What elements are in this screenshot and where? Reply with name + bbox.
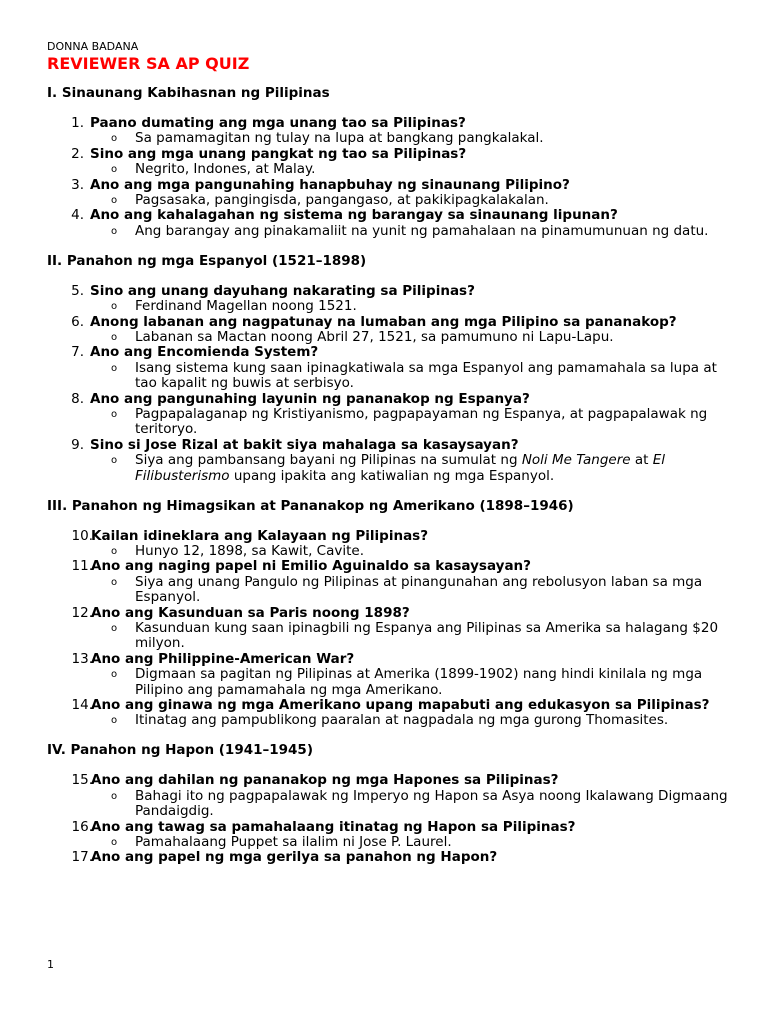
answer-text xyxy=(135,452,665,483)
question xyxy=(47,820,737,835)
answer-text-part: upang ipakita ang katiwalian ng mga Espanyol. xyxy=(229,467,555,484)
answer xyxy=(47,575,737,606)
question-text: Ano ang Kasunduan sa Paris noong 1898? xyxy=(91,604,410,621)
bullet-icon: o xyxy=(111,622,118,634)
question-text: Kailan idineklara ang Kalayaan ng Pilipinas? xyxy=(91,527,429,544)
question-number: 6. xyxy=(71,313,84,330)
question-text: Ano ang ginawa ng mga Amerikano upang mapabuti ang edukasyon sa Pilipinas? xyxy=(91,697,710,713)
bullet-icon: o xyxy=(111,545,118,557)
question xyxy=(47,698,737,713)
answer-text: Hunyo 12, 1898, sa Kawit, Cavite. xyxy=(135,542,364,559)
answer xyxy=(47,789,737,820)
answer-text: Digmaan sa pagitan ng Pilipinas at Amerika (1899-1902) nang hindi kinilala ng mga Pilipino ang pamamahala ng mga Amerikano. xyxy=(135,666,703,698)
question-text: Ano ang dahilan ng pananakop ng mga Hapones sa Pilipinas? xyxy=(91,772,559,789)
answer-text: Pagsasaka, pangingisda, pangangaso, at pakikipagkalakalan. xyxy=(135,192,549,209)
document-body xyxy=(47,86,737,866)
bullet-icon: o xyxy=(111,669,118,681)
answer xyxy=(47,621,737,652)
question xyxy=(47,178,737,193)
bullet-icon: o xyxy=(111,362,118,374)
bullet-icon: o xyxy=(111,455,118,467)
question-number: 12. xyxy=(71,604,93,621)
question-number: 5. xyxy=(71,282,84,299)
answer-text: Negrito, Indones, at Malay. xyxy=(135,161,316,178)
question xyxy=(47,345,737,360)
answer-text: Pamahalaang Puppet sa ilalim ni Jose P. Laurel. xyxy=(135,833,452,850)
answer-text: Siya ang unang Pangulo ng Pilipinas at pinangunahan ang rebolusyon laban sa mga Espanyol. xyxy=(135,573,703,606)
book-title: Noli Me Tangere xyxy=(521,452,631,469)
answer-text: Sa pamamagitan ng tulay na lupa at bangkang pangkalakal. xyxy=(135,130,544,147)
page-number: 1 xyxy=(47,958,54,971)
question-text: Paano dumating ang mga unang tao sa Pilipinas? xyxy=(90,115,466,131)
bullet-icon: o xyxy=(111,133,118,145)
bullet-icon: o xyxy=(111,164,118,176)
book-title: El Filibusterismo xyxy=(135,452,666,484)
question-number: 15. xyxy=(71,772,93,789)
bullet-icon: o xyxy=(111,195,118,207)
answer-text: Labanan sa Mactan noong Abril 27, 1521, sa pamumuno ni Lapu-Lapu. xyxy=(135,328,614,345)
document-title: REVIEWER SA AP QUIZ xyxy=(47,54,250,73)
answer xyxy=(47,330,737,345)
answer xyxy=(47,544,737,559)
answer xyxy=(47,713,737,728)
question-number: 4. xyxy=(71,207,84,224)
section-heading: II. Panahon ng mga Espanyol (1521–1898) xyxy=(47,252,367,269)
question-number: 3. xyxy=(71,176,84,193)
question-number: 14. xyxy=(71,697,93,713)
question-text: Ano ang mga pangunahing hanapbuhay ng sinaunang Pilipino? xyxy=(90,176,570,193)
bullet-icon: o xyxy=(111,715,118,727)
answer xyxy=(47,162,737,177)
question xyxy=(47,392,737,407)
bullet-icon: o xyxy=(111,836,118,848)
answer xyxy=(47,131,737,146)
question-number: 13. xyxy=(71,650,93,667)
bullet-icon: o xyxy=(111,331,118,343)
answer-text: Ferdinand Magellan noong 1521. xyxy=(135,298,357,315)
question-number: 1. xyxy=(71,115,84,131)
bullet-icon: o xyxy=(111,409,118,420)
answer xyxy=(47,667,737,698)
question-text: Sino ang mga unang pangkat ng tao sa Pilipinas? xyxy=(90,145,467,162)
question xyxy=(47,147,737,162)
question-number: 10. xyxy=(71,527,93,544)
question xyxy=(47,606,737,621)
question-text: Ano ang Encomienda System? xyxy=(90,344,319,361)
answer xyxy=(47,407,737,438)
question xyxy=(47,850,737,865)
question-number: 16. xyxy=(71,818,93,835)
question-text: Sino ang unang dayuhang nakarating sa Pilipinas? xyxy=(90,282,475,299)
question-number: 7. xyxy=(71,344,84,361)
answer-text: Itinatag ang pampublikong paaralan at nagpadala ng mga gurong Thomasites. xyxy=(135,712,669,729)
bullet-icon: o xyxy=(111,576,118,588)
bullet-icon: o xyxy=(111,790,118,802)
question xyxy=(47,529,737,544)
question xyxy=(47,559,737,574)
answer-text: Isang sistema kung saan ipinagkatiwala sa mga Espanyol ang pamamahala sa lupa at tao kapalit ng buwis at serbisyo. xyxy=(135,359,717,392)
answer-text-part: at xyxy=(630,452,653,469)
answer xyxy=(47,453,737,484)
bullet-icon: o xyxy=(111,225,118,237)
answer xyxy=(47,299,737,314)
question-text: Anong labanan ang nagpatunay na lumaban ang mga Pilipino sa pananakop? xyxy=(90,313,677,330)
answer xyxy=(47,361,737,392)
question xyxy=(47,208,737,223)
question-text: Ano ang papel ng mga gerilya sa panahon ng Hapon? xyxy=(91,849,498,866)
question-number: 2. xyxy=(71,145,84,162)
question-text: Ano ang tawag sa pamahalaang itinatag ng Hapon sa Pilipinas? xyxy=(91,818,576,835)
author-name: DONNA BADANA xyxy=(47,40,139,53)
bullet-icon: o xyxy=(111,301,118,313)
question-number: 11. xyxy=(71,558,93,575)
answer xyxy=(47,193,737,208)
question xyxy=(47,116,737,131)
question xyxy=(47,773,737,788)
question-text: Ano ang pangunahing layunin ng pananakop ng Espanya? xyxy=(90,390,530,407)
answer-text: Ang barangay ang pinakamaliit na yunit ng pamahalaan na pinamumunuan ng datu. xyxy=(135,222,709,239)
answer xyxy=(47,224,737,239)
question-text: Ano ang naging papel ni Emilio Aguinaldo sa kasaysayan? xyxy=(91,558,531,575)
section-heading: I. Sinaunang Kabihasnan ng Pilipinas xyxy=(47,85,330,101)
question-text: Ano ang kahalagahan ng sistema ng barangay sa sinaunang lipunan? xyxy=(90,207,618,224)
question xyxy=(47,652,737,667)
question-text: Sino si Jose Rizal at bakit siya mahalaga sa kasaysayan? xyxy=(90,436,519,453)
section-heading: III. Panahon ng Himagsikan at Pananakop ng Amerikano (1898–1946) xyxy=(47,497,574,514)
question xyxy=(47,438,737,453)
question-number: 9. xyxy=(71,436,84,453)
question-number: 17. xyxy=(71,849,93,866)
answer-text: Kasunduan kung saan ipinagbili ng Espanya ang Pilipinas sa Amerika sa halagang $20 milyon. xyxy=(135,619,719,652)
answer xyxy=(47,835,737,850)
answer-text: Bahagi ito ng pagpapalawak ng Imperyo ng Hapon sa Asya noong Ikalawang Digmaang Pandaigdig. xyxy=(135,787,728,820)
answer-text: Pagpapalaganap ng Kristiyanismo, pagpapayaman ng Espanya, at pagpapalawak ng teritoryo. xyxy=(135,406,708,438)
question xyxy=(47,315,737,330)
question-number: 8. xyxy=(71,390,84,407)
answer-text-part: Siya ang pambansang bayani ng Pilipinas na sumulat ng xyxy=(135,452,522,469)
section-heading: IV. Panahon ng Hapon (1941–1945) xyxy=(47,742,313,759)
question-text: Ano ang Philippine-American War? xyxy=(91,650,355,667)
question xyxy=(47,284,737,299)
